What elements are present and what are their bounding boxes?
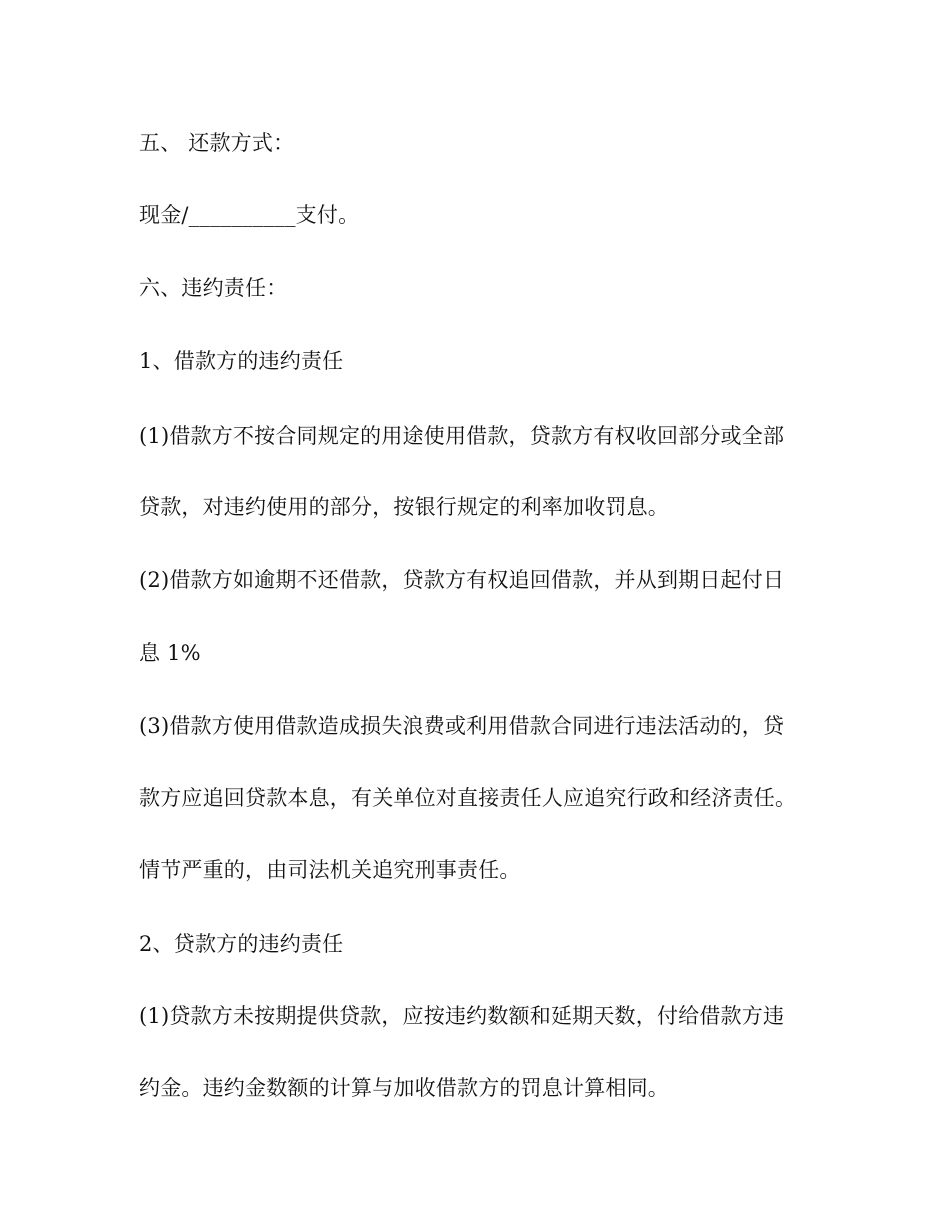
paragraph-line: (1)贷款方未按期提供贷款，应按违约数额和延期天数，付给借款方违 (139, 1004, 785, 1028)
subheading-borrower-liability: 1、借款方的违约责任 (139, 349, 344, 373)
paragraph-line: 贷款，对违约使用的部分，按银行规定的利率加收罚息。 (139, 495, 669, 519)
paragraph-line: 款方应追回贷款本息，有关单位对直接责任人应追究行政和经济责任。 (139, 786, 797, 810)
paragraph-line: 情节严重的，由司法机关追究刑事责任。 (139, 858, 521, 882)
section-heading-liability: 六、违约责任： (139, 276, 288, 300)
paragraph-line: 约金。违约金数额的计算与加收借款方的罚息计算相同。 (139, 1076, 669, 1100)
paragraph-line: 息 1% (139, 641, 201, 665)
section-heading-repayment: 五、 还款方式： (139, 131, 295, 155)
paragraph-line: (3)借款方使用借款造成损失浪费或利用借款合同进行违法活动的，贷 (139, 714, 785, 738)
payment-method-line: 现金/__________支付。 (139, 203, 360, 227)
subheading-lender-liability: 2、贷款方的违约责任 (139, 932, 344, 956)
paragraph-line: (1)借款方不按合同规定的用途使用借款，贷款方有权收回部分或全部 (139, 424, 785, 448)
paragraph-line: (2)借款方如逾期不还借款，贷款方有权追回借款，并从到期日起付日 (139, 568, 785, 592)
